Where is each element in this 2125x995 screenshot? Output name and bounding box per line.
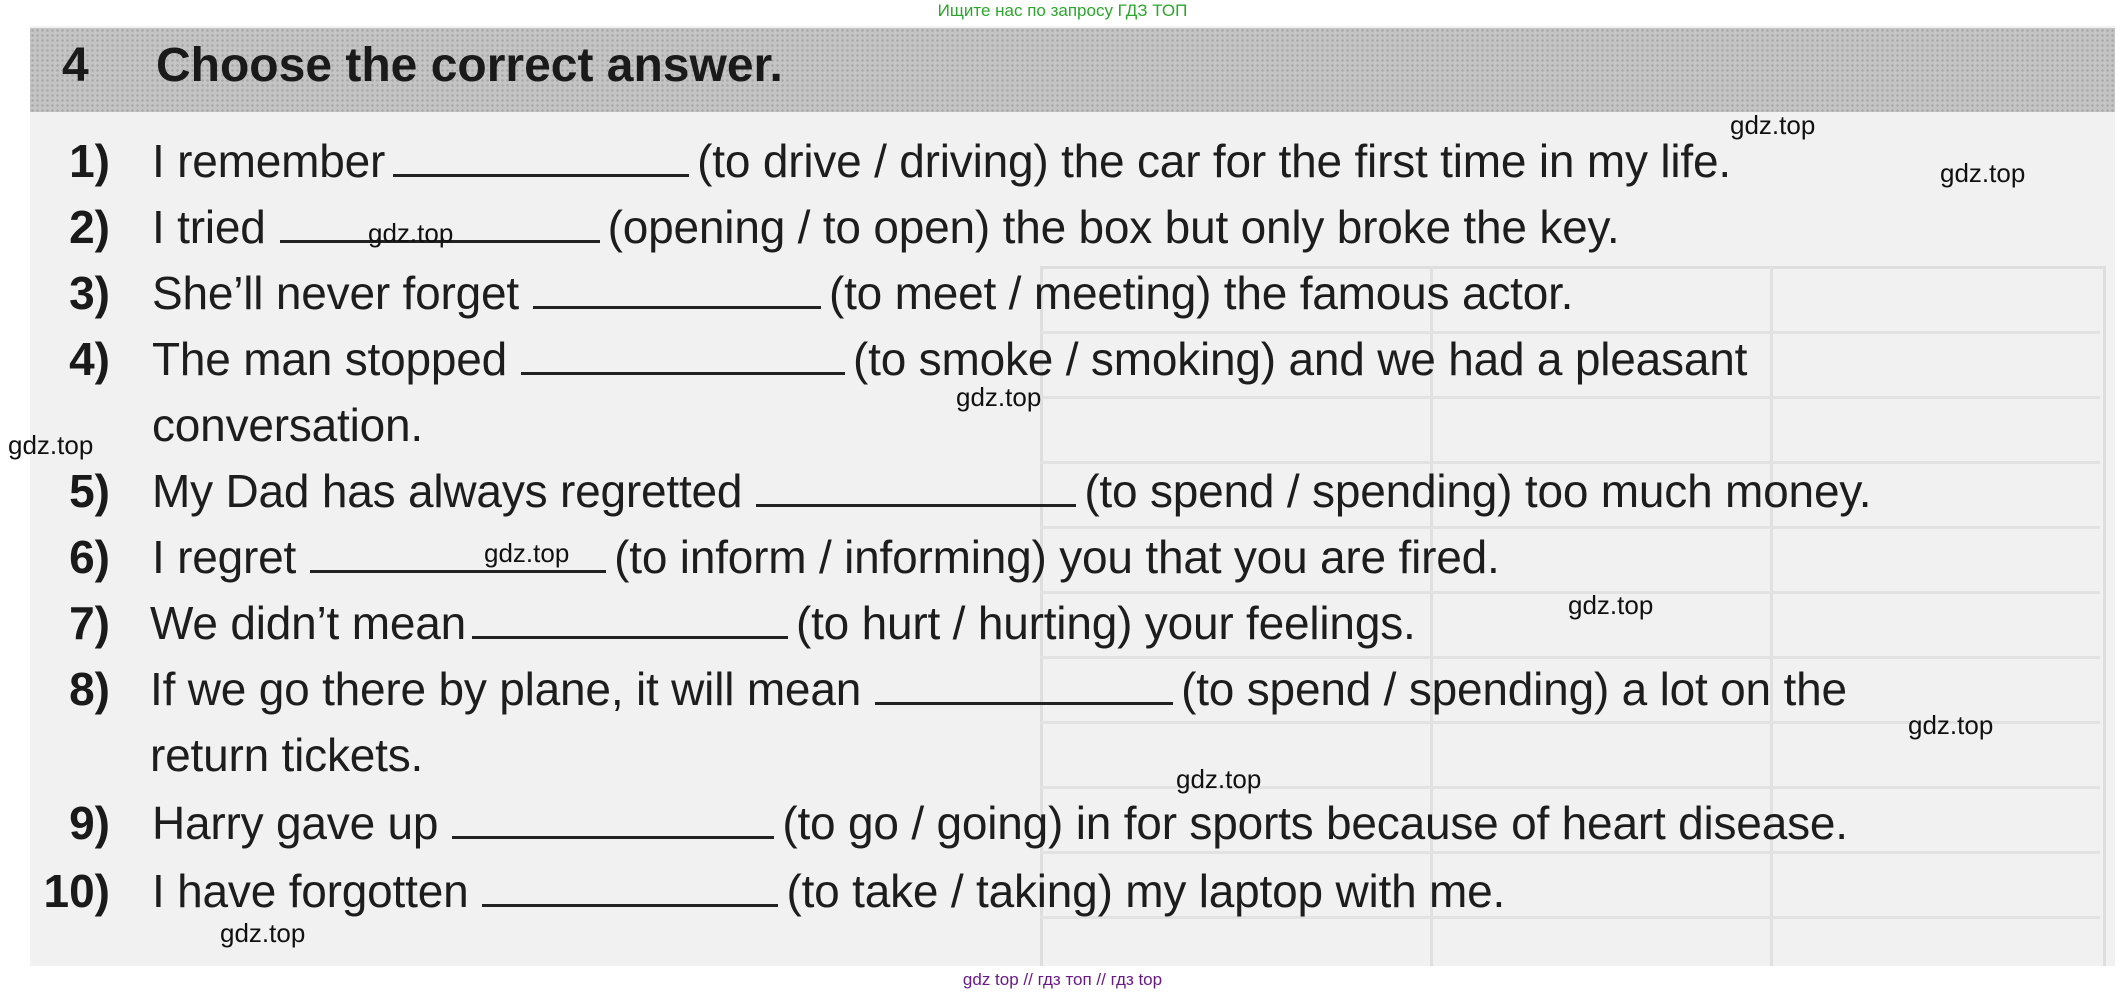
item-number: 5) bbox=[69, 465, 110, 517]
item-options: (to inform / informing) you that you are fired. bbox=[614, 531, 1500, 583]
exercise-number: 4 bbox=[62, 39, 89, 92]
answer-blank[interactable] bbox=[756, 503, 1076, 507]
item-prefix: She’ll never forget bbox=[152, 267, 519, 319]
watermark: gdz.top bbox=[368, 218, 454, 248]
item-text bbox=[152, 796, 1848, 850]
item-prefix: The man stopped bbox=[152, 333, 508, 385]
answer-blank[interactable] bbox=[533, 305, 821, 309]
item-prefix: If we go there by plane, it will mean bbox=[150, 663, 862, 715]
bleed-through-line bbox=[1770, 266, 1773, 966]
watermark: gdz.top bbox=[956, 382, 1042, 412]
answer-blank[interactable] bbox=[521, 371, 845, 375]
watermark: gdz.top bbox=[1908, 710, 1994, 740]
answer-blank[interactable] bbox=[310, 569, 606, 573]
item-text bbox=[150, 596, 1416, 650]
item-number: 9) bbox=[69, 797, 110, 849]
item-text bbox=[152, 332, 1747, 386]
item-prefix: My Dad has always regretted bbox=[152, 465, 743, 517]
watermark: gdz.top bbox=[1940, 158, 2026, 188]
bleed-through-line bbox=[1040, 851, 2100, 854]
item-number: 1) bbox=[69, 135, 110, 187]
item-text bbox=[152, 266, 1573, 320]
item-continuation: return tickets. bbox=[150, 729, 424, 781]
exercise-title: Choose the correct answer. bbox=[156, 39, 783, 92]
watermark: gdz.top bbox=[8, 430, 94, 460]
item-prefix: I have forgotten bbox=[152, 865, 469, 917]
exercise-header bbox=[30, 28, 2115, 112]
top-banner-note: Ищите нас по запросу ГДЗ ТОП bbox=[937, 1, 1188, 20]
item-number: 2) bbox=[69, 201, 110, 253]
bleed-through-line bbox=[1040, 526, 2100, 529]
watermark: gdz.top bbox=[484, 538, 570, 568]
answer-blank[interactable] bbox=[452, 835, 774, 839]
item-prefix: I remember bbox=[152, 135, 386, 187]
bleed-through-line bbox=[1040, 396, 2100, 399]
item-prefix: We didn’t mean bbox=[150, 597, 466, 649]
item-options: (to spend / spending) a lot on the bbox=[1181, 663, 1847, 715]
item-text bbox=[152, 530, 1500, 584]
bottom-banner-note: gdz top // гдз топ // гдз top bbox=[962, 970, 1163, 989]
answer-blank[interactable] bbox=[482, 903, 778, 907]
item-options: (to smoke / smoking) and we had a pleasant bbox=[853, 333, 1748, 385]
item-options: (to go / going) in for sports because of heart disease. bbox=[782, 797, 1848, 849]
watermark: gdz.top bbox=[1730, 110, 1816, 140]
item-options: (opening / to open) the box but only broke the key. bbox=[607, 201, 1620, 253]
bleed-through-line bbox=[1040, 656, 2100, 659]
answer-blank[interactable] bbox=[472, 635, 788, 639]
item-prefix: Harry gave up bbox=[152, 797, 439, 849]
item-number: 10) bbox=[43, 865, 110, 917]
item-number: 3) bbox=[69, 267, 110, 319]
item-text bbox=[152, 464, 1871, 518]
item-number: 6) bbox=[69, 531, 110, 583]
watermark: gdz.top bbox=[1568, 590, 1654, 620]
answer-blank[interactable] bbox=[393, 173, 689, 177]
item-options: (to drive / driving) the car for the first time in my life. bbox=[697, 135, 1731, 187]
item-options: (to spend / spending) too much money. bbox=[1084, 465, 1872, 517]
item-prefix: I tried bbox=[152, 201, 266, 253]
item-number: 7) bbox=[69, 597, 110, 649]
watermark: gdz.top bbox=[220, 918, 306, 948]
item-text bbox=[152, 134, 1731, 188]
item-text bbox=[152, 864, 1505, 918]
item-options: (to hurt / hurting) your feelings. bbox=[795, 597, 1416, 649]
item-number: 4) bbox=[69, 333, 110, 385]
item-options: (to meet / meeting) the famous actor. bbox=[828, 267, 1574, 319]
watermark: gdz.top bbox=[1176, 764, 1262, 794]
item-text bbox=[150, 662, 1847, 716]
item-number: 8) bbox=[69, 663, 110, 715]
item-continuation: conversation. bbox=[152, 399, 423, 451]
item-options: (to take / taking) my laptop with me. bbox=[786, 865, 1506, 917]
answer-blank[interactable] bbox=[875, 701, 1173, 705]
item-prefix: I regret bbox=[152, 531, 297, 583]
